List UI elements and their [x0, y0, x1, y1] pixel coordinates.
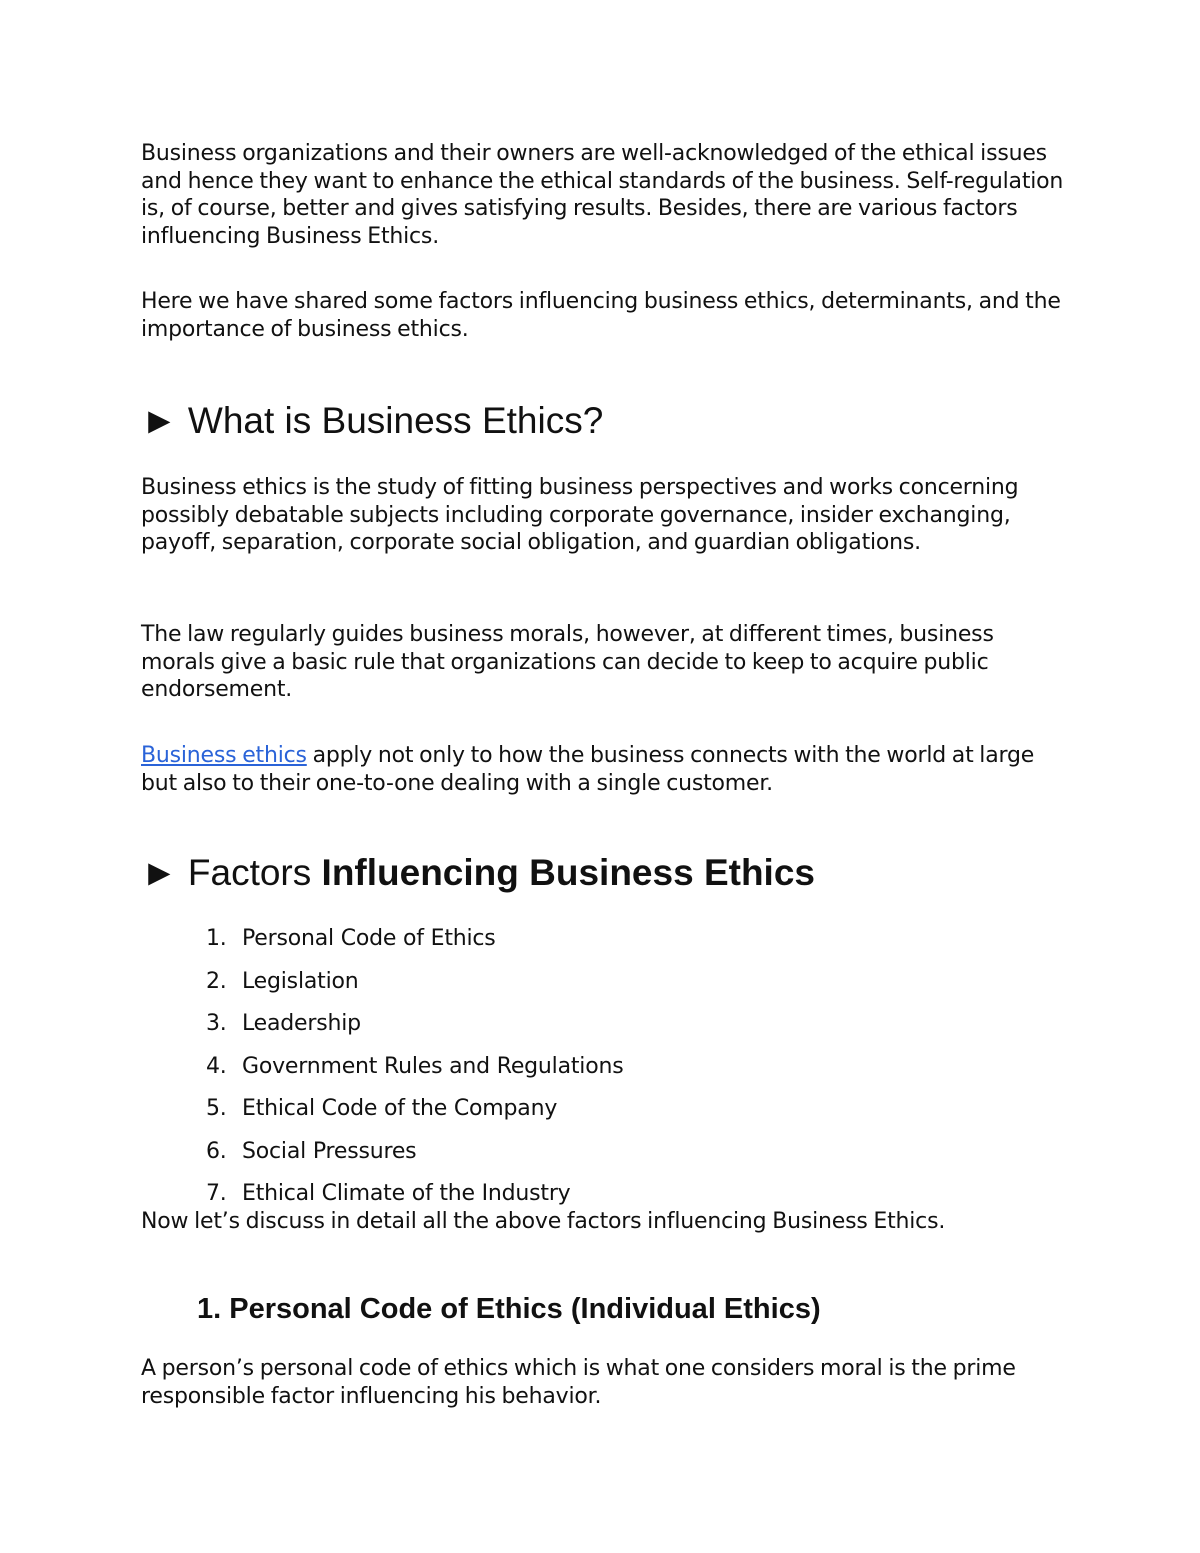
list-item-label: Government Rules and Regulations — [242, 1053, 624, 1079]
heading-personal-code-of-ethics: 1. Personal Code of Ethics (Individual Ethics) — [197, 1293, 821, 1325]
list-item-number: 4. — [206, 1053, 227, 1079]
list-item — [206, 1095, 623, 1138]
list-item-number: 6. — [206, 1138, 227, 1164]
law-paragraph: The law regularly guides business morals, however, at different times, business morals give a basic rule that organizations can decide to keep to acquire public endorsement. — [141, 622, 994, 702]
heading-what-is-business-ethics: ► What is Business Ethics? — [141, 400, 604, 441]
list-item-label: Ethical Climate of the Industry — [242, 1181, 571, 1206]
list-item-number: 5. — [206, 1096, 227, 1121]
factors-list — [206, 925, 623, 1223]
list-item-number: 7. — [206, 1181, 227, 1206]
list-item — [206, 968, 623, 1011]
intro-paragraph: Business organizations and their owners are well-acknowledged of the ethical issues and hence they want to enhance the ethical standards of the business. Self-regulation is, of course, better and gives satisfying results. Besides, there are various factors influencing Business Ethics. — [141, 141, 1064, 249]
list-item — [206, 925, 623, 968]
business-ethics-link[interactable]: Business ethics — [141, 743, 307, 768]
heading-factors-bold: Influencing Business Ethics — [321, 852, 815, 893]
list-item-label: Leadership — [242, 1011, 361, 1036]
list-item — [206, 1138, 623, 1181]
list-item-number: 2. — [206, 968, 227, 994]
overview-paragraph: Here we have shared some factors influencing business ethics, determinants, and the importance of business ethics. — [141, 289, 1061, 342]
list-item — [206, 1010, 623, 1053]
list-item-number: 1. — [206, 926, 227, 951]
discuss-paragraph: Now let’s discuss in detail all the above factors influencing Business Ethics. — [141, 1209, 946, 1234]
heading-factors-influencing — [141, 851, 815, 895]
list-item-label: Legislation — [242, 968, 359, 994]
apply-paragraph-text: apply not only to how the business connects with the world at large but also to their one-to-one dealing with a single customer. — [141, 743, 1035, 796]
definition-paragraph: Business ethics is the study of fitting business perspectives and works concerning possibly debatable subjects including corporate governance, insider exchanging, payoff, separation, corporate social obligation, and guardian obligations. — [141, 475, 1019, 555]
list-item-label: Personal Code of Ethics — [242, 926, 496, 951]
list-item-label: Ethical Code of the Company — [242, 1096, 558, 1121]
list-item-label: Social Pressures — [242, 1138, 417, 1164]
apply-paragraph — [141, 742, 1071, 797]
list-item-number: 3. — [206, 1011, 227, 1036]
personal-code-paragraph: A person’s personal code of ethics which is what one considers moral is the prime responsible factor influencing his behavior. — [141, 1356, 1016, 1409]
list-item — [206, 1053, 623, 1096]
heading-factors-plain: ► Factors — [141, 852, 322, 893]
